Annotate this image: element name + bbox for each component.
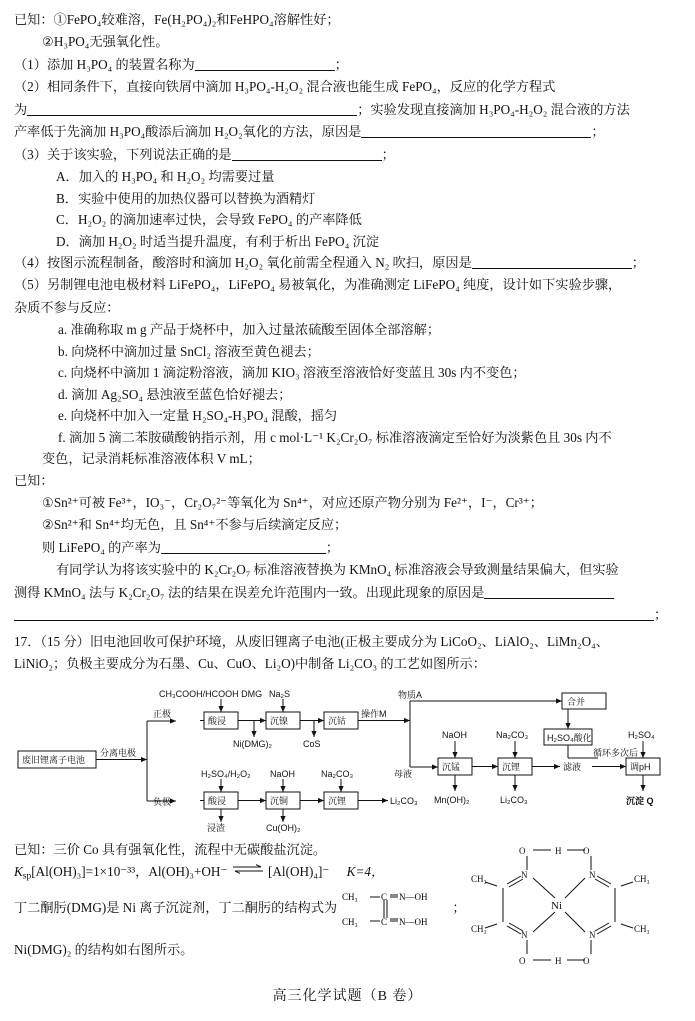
flow-h2so4-h2o2: H₂SO₄/H₂O₂ xyxy=(201,768,251,779)
q2-text-c-end: ； xyxy=(591,124,605,140)
flow-na2co3: Na₂CO₃ xyxy=(496,729,529,740)
flow-cos: CoS xyxy=(303,738,321,749)
step-text: c. 向烧杯中滴加 1 滴淀粉溶液，滴加 KIO₃ 溶液至溶液恰好变蓝且 30s 内不变色； xyxy=(58,365,526,381)
nidmg2-ch3: CH₃ xyxy=(471,923,487,934)
q5-result-text: 则 LiFePO₄ 的产率为 xyxy=(42,539,161,555)
flow-naoh-2: NaOH xyxy=(270,768,296,779)
q5-last-end: ； xyxy=(654,607,668,623)
q5-last-line-1 xyxy=(14,560,681,580)
known-label-line xyxy=(14,10,681,30)
flow-precip-li-2: 沉锂 xyxy=(328,795,347,806)
ksp-text: [Al(OH)₃]=1×10⁻³³，Al(OH)₃+OH⁻ xyxy=(31,864,228,880)
q3-option-b xyxy=(14,189,681,209)
dmg-line-end: ； xyxy=(452,900,466,916)
footer-text: 高三化学试题（B 卷） xyxy=(272,988,423,1004)
question-5-line-1 xyxy=(14,275,681,295)
q5-known-label-line xyxy=(14,471,681,491)
nidmg2-ni-center: Ni xyxy=(551,899,562,912)
q5-text-a: （5）另制锂电池电极材料 LiFePO₄，LiFePO₄ 易被氧化，为准确测定 LiFePO₄ 纯度，设计如下实验步骤， xyxy=(14,277,622,293)
answer-blank[interactable] xyxy=(232,147,382,161)
flow-precip-q: 沉淀 Q xyxy=(626,795,654,806)
question-3 xyxy=(14,145,681,165)
q3-end: ； xyxy=(381,146,395,162)
flow-cycle-note: 循环多次后 xyxy=(593,747,639,758)
answer-blank[interactable] xyxy=(472,255,632,269)
flow-acid-leach-1: 酸浸 xyxy=(208,715,227,726)
answer-blank[interactable] xyxy=(27,102,357,116)
dmg-structure xyxy=(340,886,452,932)
q2-text-b-mid: ；实验发现直接滴加 H₃PO₄-H₂O₂ 混合液的方法 xyxy=(357,101,630,117)
dmg-text: 丁二酮肟(DMG)是 Ni 离子沉淀剂，丁二酮肟的结构式为 xyxy=(14,900,338,916)
nidmg2-text: Ni(DMG)₂ 的结构如右图所示。 xyxy=(14,942,194,958)
ni-dmg2-structure xyxy=(471,840,677,970)
q5-result-line xyxy=(14,538,681,558)
flow-h2so4-acidify: H₂SO₄酸化 xyxy=(547,732,592,743)
nidmg2-o: O xyxy=(583,955,590,966)
nidmg2-line xyxy=(14,940,474,960)
question-2-line-2 xyxy=(14,100,681,120)
flow-top-reagent: CH₃COOH/HCOOH DMG xyxy=(159,688,263,699)
q17-text-a: 17．（15 分）旧电池回收可保护环境，从废旧锂离子电池(正极主要成分为 LiCoO₂、LiAlO₂、LiMn₂O₄、 xyxy=(14,633,609,649)
nidmg2-h: H xyxy=(555,955,562,966)
q5-last-text-a: 有同学认为将该实验中的 K₂Cr₂O₇ 标准溶液替换为 KMnO₄ 标准溶液会导致测量结果偏大，但实验 xyxy=(56,562,619,578)
ksp-line xyxy=(14,862,474,884)
flow-precip-mn: 沉锰 xyxy=(442,761,461,772)
flow-cu-oh2: Cu(OH)₂ xyxy=(266,822,301,833)
question-17-line-2 xyxy=(14,654,681,674)
answer-blank[interactable] xyxy=(484,585,614,599)
step-text: e. 向烧杯中加入一定量 H₂SO₄-H₃PO₄ 混酸，摇匀 xyxy=(58,408,338,424)
nidmg2-ch3: CH₃ xyxy=(471,873,487,884)
nidmg2-o: O xyxy=(583,845,590,856)
known-item-2-line xyxy=(14,32,681,52)
q3-text: （3）关于该实验，下列说法正确的是 xyxy=(14,146,232,162)
flow-tiao-ph: 调pH xyxy=(630,761,651,772)
dmg-line xyxy=(14,886,474,932)
q3-option-c xyxy=(14,210,681,230)
flow-filtrate: 滤液 xyxy=(563,761,582,772)
dmg-ch3-top: CH₃ xyxy=(342,892,359,903)
q5-step-b xyxy=(14,342,681,362)
option-text: C．H₂O₂ 的滴加速率过快，会导致 FePO₄ 的产率降低 xyxy=(56,212,362,228)
process-flow-diagram xyxy=(14,679,681,834)
ksp-sub: sp xyxy=(22,871,32,882)
flow-negative-label: 负极 xyxy=(153,796,172,807)
q5-step-f-cont xyxy=(14,449,681,469)
answer-blank[interactable] xyxy=(195,57,335,71)
step-text: d. 滴加 Ag₂SO₄ 悬浊液至蓝色恰好褪去； xyxy=(58,386,292,402)
question-4 xyxy=(14,253,681,273)
flow-input-label: 废旧锂离子电池 xyxy=(22,754,86,765)
answer-blank[interactable] xyxy=(161,540,326,554)
flow-h2so4: H₂SO₄ xyxy=(628,729,655,740)
question-2-line-3 xyxy=(14,122,681,142)
question-1 xyxy=(14,55,681,75)
ksp-product: [Al(OH)₄]⁻ xyxy=(268,864,330,880)
q5-known-item-2 xyxy=(14,515,681,535)
flow-merge: 合并 xyxy=(567,696,586,707)
option-text: D．滴加 H₂O₂ 时适当提升温度，有利于析出 FePO₄ 沉淀 xyxy=(56,233,379,249)
q17-text-b: LiNiO₂；负极主要成分为石墨、Cu、CuO、Li₂O)中制备 Li₂CO₃ 的工艺如图所示： xyxy=(14,656,486,672)
bottom-known-line xyxy=(14,840,474,860)
flow-na2co3-2: Na₂CO₃ xyxy=(321,768,354,779)
bottom-section xyxy=(14,840,681,980)
flow-acid-leach-2: 酸浸 xyxy=(208,795,227,806)
nidmg2-o: O xyxy=(519,955,526,966)
question-2-line-1 xyxy=(14,77,681,97)
flow-precip-co: 沉钴 xyxy=(328,715,347,726)
ksp-k: K xyxy=(14,864,23,880)
q5-last-text-b: 测得 KMnO₄ 法与 K₂Cr₂O₇ 法的结果在误差允许范围内一致。出现此现象的原因是 xyxy=(14,584,485,600)
flow-leach-residue: 浸渣 xyxy=(207,822,226,833)
q5-step-d xyxy=(14,385,681,405)
page-footer xyxy=(14,986,681,1008)
flow-substance-a: 物质A xyxy=(398,689,423,700)
answer-blank[interactable] xyxy=(361,125,591,139)
q5-last-line-2 xyxy=(14,583,681,603)
q5-text-b: 杂质不参与反应： xyxy=(14,299,120,315)
option-text: B．实验中使用的加热仪器可以替换为酒精灯 xyxy=(56,190,316,206)
q4-text: （4）按图示流程制备，酸溶时和滴加 H₂O₂ 氧化前需全程通入 N₂ 吹扫，原因是 xyxy=(14,254,472,270)
step-text: 变色，记录消耗标准溶液体积 V mL； xyxy=(42,451,261,467)
known-item-2: ②H₃PO₄无强氧化性。 xyxy=(42,34,169,50)
known-item-1: ①FePO₄较难溶，Fe(H₂PO₄)₂和FeHPO₄溶解性好； xyxy=(53,12,340,27)
q3-option-d xyxy=(14,232,681,252)
q5-step-f xyxy=(14,428,681,448)
q5-last-line-3 xyxy=(14,605,681,625)
nidmg2-o: O xyxy=(519,845,526,856)
flow-precip-ni: 沉镍 xyxy=(270,715,289,726)
q5-known-item-1 xyxy=(14,493,681,513)
dmg-n-oh-bottom: N—OH xyxy=(399,917,428,928)
flow-na2s: Na₂S xyxy=(269,688,291,699)
bottom-text-block xyxy=(14,840,474,961)
nidmg2-n: N xyxy=(589,929,596,940)
q2-text-c-pre: 产率低于先滴加 H₃PO₄酸添后滴加 H₂O₂氧化的方法，原因是 xyxy=(14,124,362,140)
step-text: f. 滴加 5 滴二苯胺磺酸钠指示剂，用 c mol·L⁻¹ K₂Cr₂O₇ 标准溶液滴定至恰好为淡紫色且 30s 内不 xyxy=(58,429,612,445)
flow-separate-label: 分离电极 xyxy=(100,747,137,758)
known-label: 已知： xyxy=(14,12,54,27)
flow-operation-m: 操作M xyxy=(361,708,387,719)
dmg-ch3-bottom: CH₃ xyxy=(342,917,359,928)
q5-result-end: ； xyxy=(325,539,340,555)
flow-ni-dmg2: Ni(DMG)₂ xyxy=(233,738,272,749)
bottom-known-text: 已知：三价 Co 具有强氧化性，流程中无碳酸盐沉淀。 xyxy=(14,841,327,857)
step-text: a. 准确称取 m g 产品于烧杯中，加入过量浓硫酸至固体全部溶解； xyxy=(58,322,441,338)
equilibrium-arrow-icon xyxy=(231,863,265,875)
dmg-c-top: C xyxy=(381,892,388,903)
known-label: 已知： xyxy=(14,472,54,488)
flow-positive-label: 正极 xyxy=(153,708,172,719)
flow-li2co3: Li₂CO₃ xyxy=(500,794,528,805)
question-17-line-1 xyxy=(14,632,681,652)
q3-option-a xyxy=(14,167,681,187)
flow-mother-liquor: 母液 xyxy=(394,768,413,779)
flow-naoh: NaOH xyxy=(442,729,468,740)
step-text: b. 向烧杯中滴加过量 SnCl₂ 溶液至黄色褪去； xyxy=(58,343,320,359)
dmg-c-bottom: C xyxy=(381,917,388,928)
nidmg2-n: N xyxy=(589,869,596,880)
flow-precip-li: 沉锂 xyxy=(502,761,521,772)
q1-text: （1）添加 H₃PO₄ 的装置名称为 xyxy=(14,56,195,72)
nidmg2-n: N xyxy=(521,929,528,940)
q2-text-a: （2）相同条件下，直接向铁屑中滴加 H₃PO₄-H₂O₂ 混合液也能生成 FePO₄，反应的化学方程式 xyxy=(14,79,556,95)
known-text: ②Sn²⁺和 Sn⁴⁺均无色，且 Sn⁴⁺不参与后续滴定反应； xyxy=(42,517,348,533)
option-text: A．加入的 H₃PO₄ 和 H₂O₂ 均需要过量 xyxy=(56,169,275,185)
flow-precip-cu: 沉铜 xyxy=(270,795,289,806)
question-5-line-2 xyxy=(14,298,681,318)
nidmg2-ch3: CH₃ xyxy=(634,873,650,884)
flow-mn-oh2: Mn(OH)₂ xyxy=(434,794,470,805)
nidmg2-ch3: CH₃ xyxy=(634,923,650,934)
answer-blank[interactable] xyxy=(14,608,654,622)
nidmg2-h: H xyxy=(555,845,562,856)
q5-step-c xyxy=(14,363,681,383)
q5-step-a xyxy=(14,320,681,340)
q2-text-b-pre: 为 xyxy=(14,101,28,117)
q4-end: ； xyxy=(631,254,645,270)
nidmg2-n: N xyxy=(521,869,528,880)
dmg-n-oh-top: N—OH xyxy=(399,892,428,903)
flow-li2co3-out: Li₂CO₃ xyxy=(390,795,418,806)
known-text: ①Sn²⁺可被 Fe³⁺，IO₃⁻，Cr₂O₇²⁻等氧化为 Sn⁴⁺，对应还原产物分别为 Fe²⁺，I⁻，Cr³⁺； xyxy=(42,494,543,510)
q5-step-e xyxy=(14,406,681,426)
ksp-k-value: K=4， xyxy=(346,864,385,880)
q1-end: ； xyxy=(334,56,348,72)
